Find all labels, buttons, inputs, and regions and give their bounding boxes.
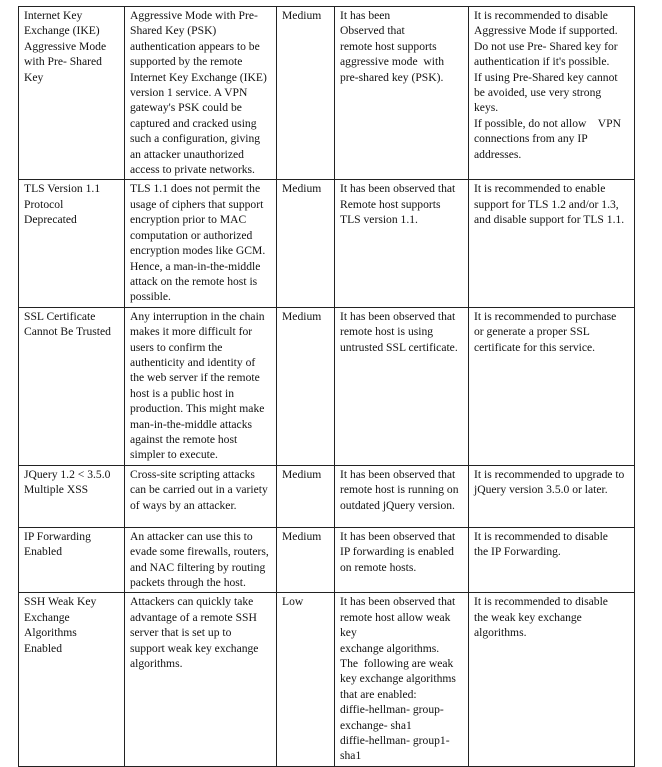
severity-value: Medium xyxy=(282,467,322,481)
recommendation-cell xyxy=(469,527,635,593)
issue-line: Protocol xyxy=(24,197,64,211)
recommendation-line: addresses. xyxy=(474,147,522,161)
description-cell xyxy=(125,465,277,527)
description-line: makes it more difficult for xyxy=(130,325,253,339)
observation-cell xyxy=(335,593,469,766)
observation-cell xyxy=(335,307,469,465)
description-line: encryption modes like GCM. xyxy=(130,244,266,258)
recommendation-line: It is recommended to enable xyxy=(474,182,606,196)
description-line: gateway's PSK could be xyxy=(130,101,242,115)
description-line: can be carried out in a variety xyxy=(130,483,268,497)
recommendation-line: support for TLS 1.2 and/or 1.3, xyxy=(474,197,619,211)
description-line: Attackers can quickly take xyxy=(130,595,254,609)
observation-line: diffie-hellman- group- xyxy=(340,703,444,717)
observation-line: It has been observed that xyxy=(340,529,456,543)
description-cell xyxy=(125,7,277,180)
recommendation-line: Aggressive Mode if supported. xyxy=(474,24,618,38)
recommendation-line: Do not use Pre- Shared key for xyxy=(474,39,618,53)
description-line: packets through the host. xyxy=(130,576,246,589)
issue-line: SSH Weak Key xyxy=(24,595,97,609)
description-line: authentication appears to be xyxy=(130,39,260,53)
issue-line: Aggressive Mode xyxy=(24,39,107,53)
issue-line: Enabled xyxy=(24,545,62,559)
issue-line: with Pre- Shared xyxy=(24,55,102,69)
recommendation-line: It is recommended to disable xyxy=(474,595,608,609)
severity-value: Medium xyxy=(282,309,322,323)
observation-line: Observed that xyxy=(340,24,405,38)
observation-line: outdated jQuery version. xyxy=(340,498,455,512)
description-line: and NAC filtering by routing xyxy=(130,560,266,574)
recommendation-line: and disable support for TLS 1.1. xyxy=(474,213,625,227)
observation-line: IP forwarding is enabled xyxy=(340,545,454,559)
recommendation-cell xyxy=(469,307,635,465)
observation-line: It has been observed that xyxy=(340,467,456,481)
severity-value: Medium xyxy=(282,9,322,22)
observation-line: on remote hosts. xyxy=(340,560,417,574)
issue-cell xyxy=(19,7,125,180)
recommendation-line: be avoided, use very strong xyxy=(474,86,602,100)
recommendation-cell xyxy=(469,593,635,766)
recommendation-line: authentication if it's possible. xyxy=(474,55,610,69)
issue-line: Exchange (IKE) xyxy=(24,24,100,38)
description-line: man-in-the-middle attacks xyxy=(130,417,253,431)
description-line: support weak key exchange xyxy=(130,641,259,655)
recommendation-line: the weak key exchange xyxy=(474,610,582,624)
observation-cell xyxy=(335,527,469,593)
recommendation-line: keys. xyxy=(474,101,499,115)
recommendation-line: jQuery version 3.5.0 or later. xyxy=(474,483,608,497)
observation-line: Remote host supports xyxy=(340,197,441,211)
description-line: simpler to execute. xyxy=(130,448,218,462)
issue-line: Cannot Be Trusted xyxy=(24,325,111,339)
issue-line: IP Forwarding xyxy=(24,529,91,543)
observation-cell xyxy=(335,465,469,527)
description-line: the web server if the remote xyxy=(130,371,260,385)
recommendation-line: It is recommended to upgrade to xyxy=(474,467,625,481)
description-line: version 1 service. A VPN xyxy=(130,86,248,100)
table-row xyxy=(19,465,635,527)
description-line: Hence, a man-in-the-middle xyxy=(130,259,261,273)
description-line: production. This might make xyxy=(130,402,265,416)
observation-line: remote host supports xyxy=(340,39,437,53)
description-line: users to confirm the xyxy=(130,340,223,354)
table-row xyxy=(19,527,635,593)
observation-line: key xyxy=(340,626,357,640)
issue-line: TLS Version 1.1 xyxy=(24,182,101,196)
findings-table xyxy=(18,6,635,767)
description-cell xyxy=(125,593,277,766)
issue-cell xyxy=(19,180,125,307)
description-line: of ways by an attacker. xyxy=(130,498,237,512)
observation-line: It has been observed that xyxy=(340,309,456,323)
observation-line: It has been xyxy=(340,9,391,22)
observation-line: remote host is using xyxy=(340,325,434,339)
observation-line: The following are weak xyxy=(340,657,454,671)
observation-line: remote host allow weak xyxy=(340,610,451,624)
description-cell xyxy=(125,527,277,593)
observation-line: remote host is running on xyxy=(340,483,459,497)
description-line: Aggressive Mode with Pre- xyxy=(130,9,258,22)
table-row xyxy=(19,307,635,465)
issue-line: Multiple XSS xyxy=(24,483,89,497)
observation-cell xyxy=(335,180,469,307)
description-line: host is a public host in xyxy=(130,386,235,400)
issue-cell xyxy=(19,465,125,527)
issue-line: Internet Key xyxy=(24,9,83,22)
description-line: encryption prior to MAC xyxy=(130,213,247,227)
issue-line: Enabled xyxy=(24,641,62,655)
issue-line: Exchange xyxy=(24,610,70,624)
observation-line: key exchange algorithms xyxy=(340,672,456,686)
issue-line: Deprecated xyxy=(24,213,77,227)
recommendation-cell xyxy=(469,180,635,307)
issue-line: Algorithms xyxy=(24,626,77,640)
recommendation-line: It is recommended to disable xyxy=(474,9,608,22)
description-line: access to private networks. xyxy=(130,163,255,177)
severity-value: Low xyxy=(282,595,304,609)
severity-cell xyxy=(277,7,335,180)
issue-cell xyxy=(19,307,125,465)
observation-line: TLS version 1.1. xyxy=(340,213,418,227)
findings-table-body xyxy=(19,7,635,767)
description-line: advantage of a remote SSH xyxy=(130,610,257,624)
recommendation-line: or generate a proper SSL xyxy=(474,325,590,339)
table-row xyxy=(19,7,635,180)
issue-cell xyxy=(19,527,125,593)
issue-line: SSL Certificate xyxy=(24,309,96,323)
recommendation-line: the IP Forwarding. xyxy=(474,545,561,559)
observation-line: It has been observed that xyxy=(340,595,456,609)
description-line: Internet Key Exchange (IKE) xyxy=(130,70,267,84)
recommendation-line: algorithms. xyxy=(474,626,527,640)
description-line: authenticity and identity of xyxy=(130,355,256,369)
description-line: Cross-site scripting attacks xyxy=(130,467,255,481)
description-line: usage of ciphers that support xyxy=(130,197,264,211)
description-cell xyxy=(125,307,277,465)
recommendation-line: It is recommended to disable xyxy=(474,529,608,543)
recommendation-line: If using Pre-Shared key cannot xyxy=(474,70,618,84)
recommendation-cell xyxy=(469,465,635,527)
severity-value: Medium xyxy=(282,529,322,543)
description-line: captured and cracked using xyxy=(130,116,257,130)
description-line: Shared Key (PSK) xyxy=(130,24,217,38)
observation-line: exchange algorithms. xyxy=(340,641,440,655)
description-line: TLS 1.1 does not permit the xyxy=(130,182,261,196)
severity-cell xyxy=(277,180,335,307)
description-line: Any interruption in the chain xyxy=(130,309,265,323)
issue-line: JQuery 1.2 < 3.5.0 xyxy=(24,467,111,481)
description-cell xyxy=(125,180,277,307)
issue-cell xyxy=(19,593,125,766)
table-row xyxy=(19,180,635,307)
description-line: server that is set up to xyxy=(130,626,232,640)
description-line: attack on the remote host is xyxy=(130,274,258,288)
recommendation-line: If possible, do not allow VPN xyxy=(474,116,621,130)
description-line: evade some firewalls, routers, xyxy=(130,545,269,559)
description-line: an attacker unauthorized xyxy=(130,147,244,161)
observation-line: sha1 xyxy=(340,749,362,763)
observation-line: diffie-hellman- group1- xyxy=(340,734,450,748)
recommendation-line: It is recommended to purchase xyxy=(474,309,617,323)
observation-line: pre-shared key (PSK). xyxy=(340,70,444,84)
description-line: computation or authorized xyxy=(130,228,253,242)
observation-cell xyxy=(335,7,469,180)
severity-cell xyxy=(277,465,335,527)
severity-cell xyxy=(277,593,335,766)
table-row xyxy=(19,593,635,766)
description-line: such a configuration, giving xyxy=(130,132,261,146)
observation-line: that are enabled: xyxy=(340,687,417,701)
recommendation-cell xyxy=(469,7,635,180)
observation-line: It has been observed that xyxy=(340,182,456,196)
observation-line: untrusted SSL certificate. xyxy=(340,340,458,354)
issue-line: Key xyxy=(24,70,44,84)
description-line: against the remote host xyxy=(130,432,238,446)
description-line: supported by the remote xyxy=(130,55,243,69)
observation-line: aggressive mode with xyxy=(340,55,444,69)
description-line: possible. xyxy=(130,290,171,304)
observation-line: exchange- sha1 xyxy=(340,718,412,732)
description-line: algorithms. xyxy=(130,657,183,671)
recommendation-line: connections from any IP xyxy=(474,132,588,146)
description-line: An attacker can use this to xyxy=(130,529,253,543)
severity-cell xyxy=(277,307,335,465)
severity-value: Medium xyxy=(282,182,322,196)
severity-cell xyxy=(277,527,335,593)
recommendation-line: certificate for this service. xyxy=(474,340,596,354)
